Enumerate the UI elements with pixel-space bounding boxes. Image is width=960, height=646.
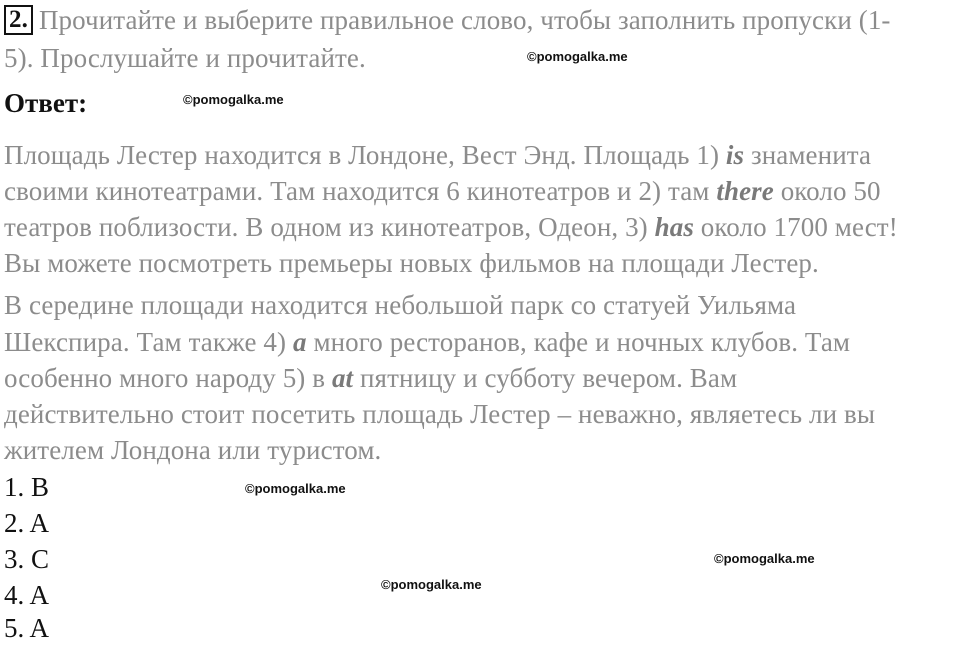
task-instruction-line-2: 5). Прослушайте и прочитайте. bbox=[4, 43, 366, 73]
paragraph-2-line-3 bbox=[4, 360, 737, 396]
answer-item-2: 2. A bbox=[4, 508, 50, 538]
task-number: 2. bbox=[4, 5, 33, 35]
answer-item-5: 5. A bbox=[4, 613, 50, 643]
task-instruction-line-1 bbox=[4, 2, 891, 38]
paragraph-1-line-2 bbox=[4, 173, 881, 209]
answer-heading: Ответ: bbox=[4, 88, 88, 118]
answer-word-4: a bbox=[292, 327, 307, 357]
paragraph-1-line-4: Вы можете посмотреть премьеры новых фильмов на площади Лестер. bbox=[4, 248, 819, 278]
answer-word-2: there bbox=[716, 176, 774, 206]
answer-word-3: has bbox=[654, 212, 694, 242]
answer-item-3: 3. C bbox=[4, 544, 50, 574]
text: своими кинотеатрами. Там находится 6 кинотеатров и 2) там bbox=[4, 176, 717, 206]
watermark: ©pomogalka.me bbox=[527, 49, 628, 64]
text: Площадь Лестер находится в Лондоне, Вест Энд. Площадь 1) bbox=[4, 140, 726, 170]
text: театров поблизости. В одном из кинотеатров, Одеон, 3) bbox=[4, 212, 655, 242]
instruction-text-1: Прочитайте и выберите правильное слово, чтобы заполнить пропуски (1- bbox=[38, 5, 891, 35]
answer-item-1: 1. B bbox=[4, 472, 50, 502]
text: знаменита bbox=[744, 140, 872, 170]
text: около 1700 мест! bbox=[693, 212, 898, 242]
answer-word-5: at bbox=[331, 363, 354, 393]
watermark: ©pomogalka.me bbox=[245, 481, 346, 496]
text: особенно много народу 5) в bbox=[4, 363, 332, 393]
answer-item-4: 4. A bbox=[4, 580, 50, 610]
answer-word-1: is bbox=[725, 140, 745, 170]
paragraph-2-line-1: В середине площади находится небольшой парк со статуей Уильяма bbox=[4, 290, 797, 320]
paragraph-2-line-4: действительно стоит посетить площадь Лестер – неважно, являетесь ли вы bbox=[4, 399, 876, 429]
watermark: ©pomogalka.me bbox=[183, 92, 284, 107]
paragraph-2-line-2 bbox=[4, 324, 850, 360]
text: пятницу и субботу вечером. Вам bbox=[353, 363, 738, 393]
watermark: ©pomogalka.me bbox=[714, 551, 815, 566]
paragraph-1-line-1 bbox=[4, 137, 871, 173]
text: Шекспира. Там также 4) bbox=[4, 327, 293, 357]
watermark: ©pomogalka.me bbox=[381, 577, 482, 592]
paragraph-2-line-5: жителем Лондона или туристом. bbox=[4, 435, 382, 465]
text: около 50 bbox=[773, 176, 881, 206]
paragraph-1-line-3 bbox=[4, 209, 898, 245]
text: много ресторанов, кафе и ночных клубов. Там bbox=[306, 327, 851, 357]
